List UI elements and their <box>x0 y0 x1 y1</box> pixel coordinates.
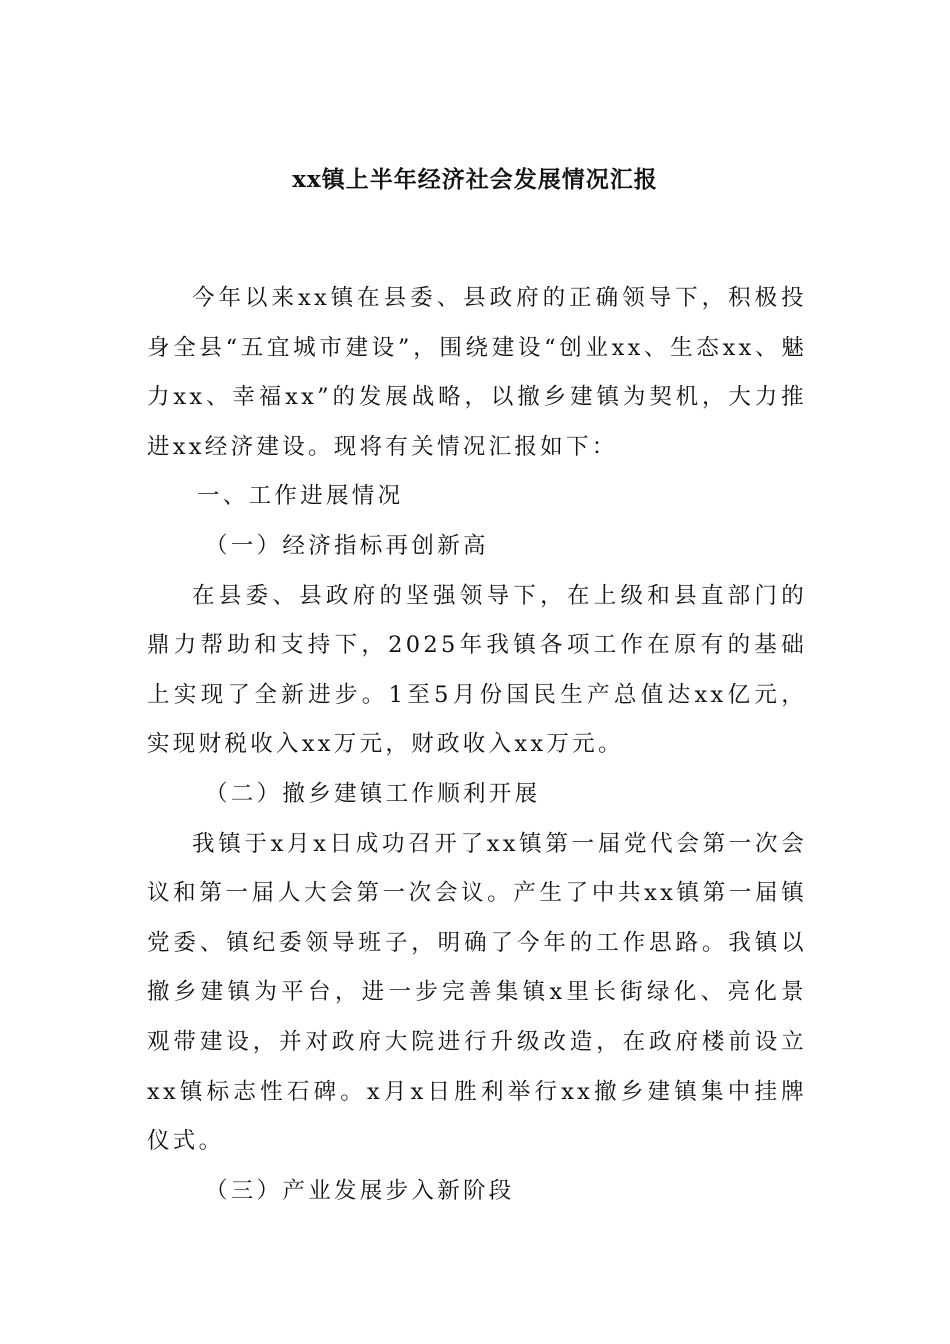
subsection-heading-industry-development: （三）产业发展步入新阶段 <box>205 1177 515 1204</box>
document-body <box>147 274 807 1216</box>
section-heading-work-progress: 一、工作进展情况 <box>197 483 404 510</box>
economic-indicators-paragraph: 在县委、县政府的坚强领导下，在上级和县直部门的鼎力帮助和支持下，2025年我镇各项工作在原有的基础上实现了全新进步。1至5月份国民生产总值达xx亿元，实现财税收入xx万元，财政收入xx万元。 <box>147 582 807 758</box>
subsection-heading-economic-indicators: （一）经济指标再创新高 <box>205 532 489 559</box>
intro-paragraph: 今年以来xx镇在县委、县政府的正确领导下，积极投身全县“五宜城市建设”，围绕建设“创业xx、生态xx、魅力xx、幸福xx”的发展战略，以撤乡建镇为契机，大力推进xx经济建设。现将有关情况汇报如下： <box>147 285 807 460</box>
document-title: xx镇上半年经济社会发展情况汇报 <box>292 166 658 193</box>
town-establishment-paragraph: 我镇于x月x日成功召开了xx镇第一届党代会第一次会议和第一届人大会第一次会议。产生了中共xx镇第一届镇党委、镇纪委领导班子，明确了今年的工作思路。我镇以撤乡建镇为平台，进一步完善集镇x里长街绿化、亮化景观带建设，并对政府大院进行升级改造，在政府楼前设立xx镇标志性石碑。x月x日胜利举行xx撤乡建镇集中挂牌仪式。 <box>147 830 807 1155</box>
subsection-heading-town-establishment: （二）撤乡建镇工作顺利开展 <box>205 780 541 807</box>
